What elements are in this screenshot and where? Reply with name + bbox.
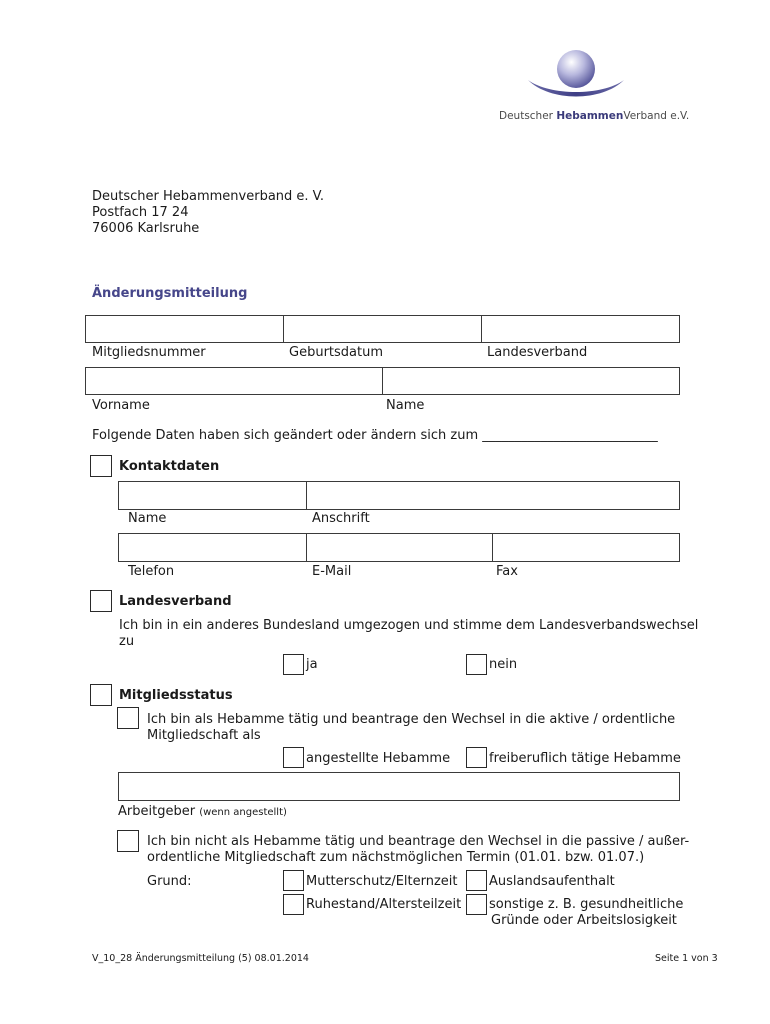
first-name-field[interactable]	[85, 367, 383, 395]
contact-address-field[interactable]	[306, 481, 680, 510]
passive-membership-text-1: Ich bin nicht als Hebamme tätig und beantrage den Wechsel in die passive / außer-	[147, 834, 690, 849]
member-number-label: Mitgliedsnummer	[92, 345, 206, 360]
membership-heading: Mitgliedsstatus	[119, 688, 233, 703]
contact-fax-label: Fax	[496, 564, 518, 579]
contact-name-label: Name	[128, 511, 167, 526]
employer-note: (wenn angestellt)	[199, 807, 287, 818]
address-line-3: 76006 Karlsruhe	[92, 221, 200, 236]
active-membership-text-1: Ich bin als Hebamme tätig und beantrage den Wechsel in die aktive / ordentliche	[147, 712, 676, 727]
contact-name-field[interactable]	[118, 481, 307, 510]
abroad-checkbox[interactable]	[466, 870, 487, 891]
state-change-no-label: nein	[489, 657, 518, 672]
membership-checkbox[interactable]	[90, 684, 112, 706]
contact-phone-label: Telefon	[128, 564, 175, 579]
state-change-yes-label: ja	[306, 657, 318, 672]
abroad-label: Auslandsaufenthalt	[489, 874, 615, 889]
state-change-no-checkbox[interactable]	[466, 654, 487, 675]
birthdate-label: Geburtsdatum	[289, 345, 383, 360]
footer-doc-id: V_10_28 Änderungsmitteilung (5) 08.01.2014	[92, 953, 309, 964]
contact-phone-field[interactable]	[118, 533, 307, 562]
employer-label-text: Arbeitgeber	[118, 804, 196, 819]
active-membership-text-2: Mitgliedschaft als	[147, 728, 261, 743]
last-name-label: Name	[386, 398, 425, 413]
contact-fax-field[interactable]	[492, 533, 680, 562]
reason-label: Grund:	[147, 874, 192, 889]
retirement-checkbox[interactable]	[283, 894, 304, 915]
last-name-field[interactable]	[382, 367, 680, 395]
contact-email-field[interactable]	[306, 533, 493, 562]
address-line-2: Postfach 17 24	[92, 205, 189, 220]
maternity-checkbox[interactable]	[283, 870, 304, 891]
contact-checkbox[interactable]	[90, 455, 112, 477]
logo-text-strong: Hebammen	[556, 110, 624, 122]
member-number-field[interactable]	[85, 315, 284, 343]
retirement-label: Ruhestand/Altersteilzeit	[306, 897, 462, 912]
state-change-heading: Landesverband	[119, 594, 232, 609]
state-assoc-field[interactable]	[481, 315, 680, 343]
change-date-text: Folgende Daten haben sich geändert oder ändern sich zum ___________________________	[92, 428, 658, 443]
contact-address-label: Anschrift	[312, 511, 370, 526]
maternity-label: Mutterschutz/Elternzeit	[306, 874, 458, 889]
other-reason-label-1: sonstige z. B. gesundheitliche	[489, 897, 684, 912]
contact-email-label: E-Mail	[312, 564, 352, 579]
state-change-yes-checkbox[interactable]	[283, 654, 304, 675]
employed-label: angestellte Hebamme	[306, 751, 451, 766]
address-line-1: Deutscher Hebammenverband e. V.	[92, 189, 325, 204]
employed-checkbox[interactable]	[283, 747, 304, 768]
logo-text-part: Deutscher	[499, 110, 557, 122]
logo-icon	[520, 40, 630, 108]
contact-heading: Kontaktdaten	[119, 459, 220, 474]
other-reason-checkbox[interactable]	[466, 894, 487, 915]
employer-label	[118, 804, 287, 819]
freelance-label: freiberuflich tätige Hebamme	[489, 751, 681, 766]
passive-membership-text-2: ordentliche Mitgliedschaft zum nächstmöglichen Termin (01.01. bzw. 01.07.)	[147, 850, 645, 865]
first-name-label: Vorname	[92, 398, 150, 413]
freelance-checkbox[interactable]	[466, 747, 487, 768]
state-change-text-2: zu	[119, 634, 135, 649]
other-reason-label-2: Gründe oder Arbeitslosigkeit	[491, 913, 677, 928]
logo-text-part: Verband e.V.	[623, 110, 690, 122]
birthdate-field[interactable]	[283, 315, 482, 343]
state-change-text-1: Ich bin in ein anderes Bundesland umgezogen und stimme dem Landesverbandswechsel	[119, 618, 699, 633]
footer-page-number: Seite 1 von 3	[655, 953, 718, 964]
form-title: Änderungsmitteilung	[92, 286, 248, 301]
logo-wordmark	[499, 110, 689, 122]
employer-field[interactable]	[118, 772, 680, 801]
state-assoc-label: Landesverband	[487, 345, 588, 360]
state-change-checkbox[interactable]	[90, 590, 112, 612]
active-membership-checkbox[interactable]	[117, 707, 139, 729]
passive-membership-checkbox[interactable]	[117, 830, 139, 852]
